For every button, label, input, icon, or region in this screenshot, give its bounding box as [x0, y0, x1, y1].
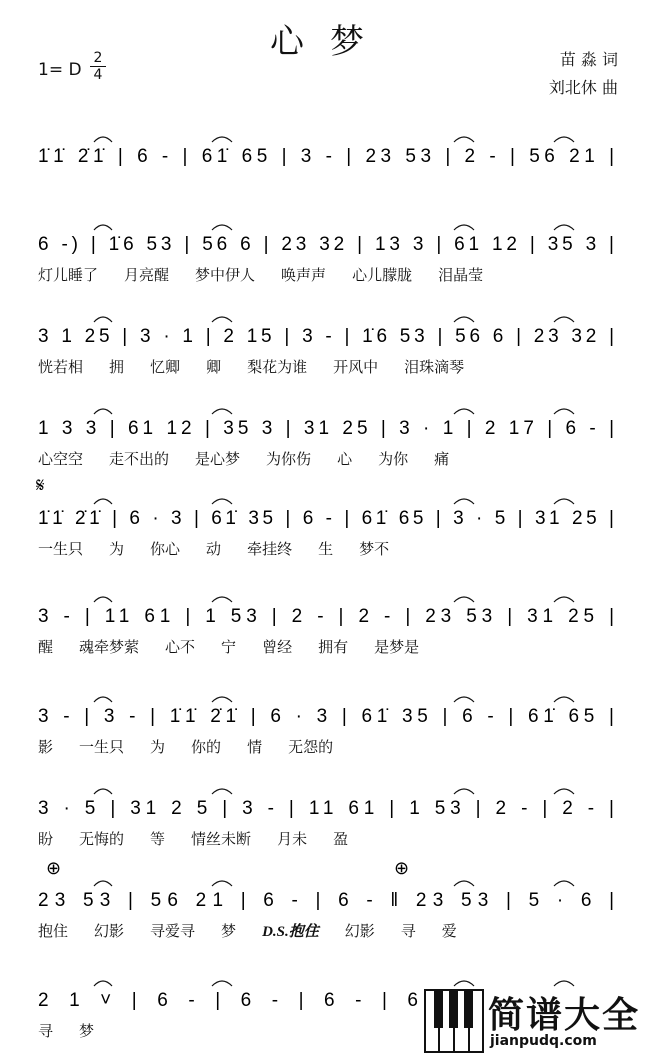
- lyric-line: [38, 636, 445, 657]
- slur-mark: [94, 225, 112, 230]
- lyric-word: 一生只: [79, 738, 125, 756]
- notation-text: 1 3 3 | 61 12 | 35 3 | 31 25 | 3 · 1 | 2 17 | 6 - |: [38, 418, 615, 439]
- slur-mark: [212, 697, 232, 702]
- credits: [549, 46, 618, 102]
- slur-mark: [454, 225, 474, 230]
- lyric-word: 灯儿睡了: [38, 266, 99, 284]
- notation-text: 6 -) | 1̇6 53 | 56 6 | 23 32 | 13 3 | 61 12 | 35 3 |: [38, 234, 614, 255]
- slur-mark: [454, 317, 474, 322]
- lyric-line: [38, 828, 374, 849]
- lyric-word: 走不出的: [109, 450, 170, 468]
- slur-mark: [454, 697, 474, 702]
- slur-mark: [554, 697, 574, 702]
- lyric-word: 拥: [109, 358, 125, 376]
- lyric-word: 无怨的: [288, 738, 334, 756]
- slur-mark: [454, 597, 474, 602]
- lyric-word: 为: [150, 738, 166, 756]
- lyric-line: [38, 264, 509, 285]
- notation-line: [0, 392, 660, 452]
- slur-mark: [212, 225, 232, 230]
- score-row: [0, 392, 660, 488]
- notation-line: [0, 475, 660, 542]
- lyric-word: 卿: [206, 358, 222, 376]
- slur-mark: [454, 499, 474, 504]
- coda-icon: ⊕: [394, 858, 410, 878]
- score-row: [0, 580, 660, 676]
- lyric-word: 牵挂终: [247, 540, 293, 558]
- lyric-word: 泪珠滴琴: [404, 358, 465, 376]
- slur-mark: [212, 499, 232, 504]
- score-row: [0, 120, 660, 216]
- slur-mark: [554, 499, 574, 504]
- notation-text: 3 1 25 | 3 · 1 | 2 15 | 3 - | 1̇6 53 | 56 6 | 23 32 |: [38, 326, 614, 347]
- slur-mark: [94, 317, 112, 322]
- lyric-word: 拥有: [318, 638, 349, 656]
- slur-mark: [94, 409, 112, 414]
- coda-icon: ⊕: [46, 858, 62, 878]
- piano-icon: [424, 989, 484, 1053]
- lyric-word: 寻爱寻: [150, 922, 196, 940]
- song-title: 心梦: [270, 22, 390, 62]
- lyric-word: 爱: [441, 922, 457, 940]
- lyric-line: [38, 538, 415, 559]
- slur-mark: [94, 881, 112, 886]
- key-signature: 1= D: [38, 60, 82, 80]
- notation-text: 23 53 | 56 21 | 6 - | 6 - ‖ 23 53 | 5 · 6 |: [38, 890, 615, 911]
- slur-mark: [554, 881, 574, 886]
- slur-mark: [212, 597, 232, 602]
- slur-mark: [554, 225, 574, 230]
- lyric-word: 情: [247, 738, 263, 756]
- lyric-word: 是梦是: [374, 638, 420, 656]
- lyric-word: 魂牵梦萦: [79, 638, 140, 656]
- slur-mark: [212, 881, 232, 886]
- lyric-word: 开风中: [333, 358, 379, 376]
- lyric-word: 为: [109, 540, 125, 558]
- slur-mark: [94, 697, 112, 702]
- lyricist: 苗 淼 词: [559, 50, 618, 69]
- slur-mark: [454, 881, 474, 886]
- lyric-line: [38, 1020, 120, 1041]
- slur-mark: [554, 597, 574, 602]
- lyric-word: 你心: [150, 540, 181, 558]
- lyric-word: 梦中伊人: [195, 266, 256, 284]
- lyric-word: 梨花为谁: [247, 358, 308, 376]
- slur-mark: [212, 789, 232, 794]
- slur-mark: [554, 409, 574, 414]
- lyric-word: 影: [38, 738, 54, 756]
- notation-line: [0, 120, 660, 180]
- slur-mark: [94, 137, 112, 142]
- time-signature: [90, 50, 106, 83]
- score-row: [0, 772, 660, 868]
- slur-mark: [212, 137, 232, 142]
- segno-icon: 𝄋: [36, 475, 45, 497]
- lyric-word: 月未: [277, 830, 308, 848]
- slur-mark: [554, 317, 574, 322]
- lyric-word: 唤声声: [281, 266, 327, 284]
- lyric-word: 幻影: [94, 922, 125, 940]
- score-row: [0, 208, 660, 304]
- slur-mark: [212, 317, 232, 322]
- lyric-word: 是心梦: [195, 450, 241, 468]
- lyric-word: 曾经: [262, 638, 293, 656]
- lyric-word: 梦: [79, 1022, 95, 1040]
- lyric-word: 心不: [165, 638, 196, 656]
- notation-line: [0, 858, 660, 924]
- lyric-word: 痛: [434, 450, 450, 468]
- slur-mark: [94, 789, 112, 794]
- lyric-word: 梦: [221, 922, 237, 940]
- meter-denominator: 4: [90, 66, 106, 83]
- notation-line: [0, 772, 660, 832]
- notation-line: [0, 680, 660, 740]
- meter-numerator: 2: [93, 50, 103, 66]
- lyric-word: 幻影: [344, 922, 375, 940]
- lyric-word: 宁: [221, 638, 237, 656]
- lyric-word: 醒: [38, 638, 54, 656]
- slur-mark: [554, 981, 574, 986]
- slur-mark: [94, 499, 112, 504]
- lyric-line: [38, 736, 359, 757]
- slur-mark: [554, 137, 574, 142]
- lyric-line: [38, 920, 483, 941]
- lyric-word: 等: [150, 830, 166, 848]
- slur-mark: [454, 981, 474, 986]
- lyric-word: 泪晶莹: [438, 266, 484, 284]
- composer: 刘北休 曲: [548, 78, 618, 97]
- score-row: [0, 858, 660, 960]
- notation-line: [0, 580, 660, 640]
- lyric-line: [38, 448, 475, 469]
- lyric-word: 为你伤: [266, 450, 312, 468]
- lyric-word: 恍若相: [38, 358, 84, 376]
- lyric-word: 生: [318, 540, 334, 558]
- site-logo: [424, 987, 654, 1057]
- lyric-word: 一生只: [38, 540, 84, 558]
- logo-url: jianpudq.com: [490, 1033, 597, 1049]
- score-row: [0, 680, 660, 776]
- score-row: [0, 300, 660, 396]
- notation-text: 1̇1̇ 2̇1̇ | 6 - | 61̇ 65 | 3 - | 23 53 | 2 - | 56 21 |: [38, 146, 615, 167]
- slur-mark: [212, 981, 232, 986]
- notation-line: [0, 300, 660, 360]
- lyric-line: [38, 356, 490, 377]
- lyric-word: 梦不: [359, 540, 390, 558]
- logo-name: 简谱大全: [488, 995, 641, 1036]
- lyric-word: 心空空: [38, 450, 84, 468]
- score-row: [0, 475, 660, 578]
- notation-text: 3 - | 3 - | 1̇1̇ 2̇1̇ | 6 · 3 | 61̇ 35 | 6 - | 61̇ 65 |: [38, 706, 614, 727]
- slur-mark: [454, 409, 474, 414]
- lyric-word: 情丝未断: [191, 830, 252, 848]
- lyric-word: 为你: [378, 450, 409, 468]
- lyric-word: 寻: [38, 1022, 54, 1040]
- lyric-word: 动: [206, 540, 222, 558]
- lyric-word: 盈: [333, 830, 349, 848]
- lyric-word: 月亮醒: [124, 266, 170, 284]
- slur-mark: [454, 789, 474, 794]
- lyric-word: 忆卿: [150, 358, 181, 376]
- slur-mark: [212, 409, 232, 414]
- slur-mark: [554, 789, 574, 794]
- notation-text: 3 - | 11 61 | 1 53 | 2 - | 2 - | 23 53 | 31 25 |: [38, 606, 615, 627]
- lyric-word: D.S.抱住: [262, 924, 319, 940]
- lyric-word: 你的: [191, 738, 222, 756]
- slur-mark: [94, 981, 112, 986]
- slur-mark: [94, 597, 112, 602]
- slur-mark: [454, 137, 474, 142]
- lyric-word: 盼: [38, 830, 54, 848]
- lyric-word: 心: [337, 450, 353, 468]
- notation-text: 1̇1̇ 2̇1̇ | 6 · 3 | 61̇ 35 | 6 - | 61̇ 65 | 3 · 5 | 31 25 |: [38, 508, 614, 529]
- notation-text: 3 · 5 | 31 2 5 | 3 - | 11 61 | 1 53 | 2 - | 2 - |: [38, 798, 614, 819]
- notation-text: 2 1 ˅ | 6 - | 6 - | 6 - | 6: [38, 990, 419, 1011]
- lyric-word: 心儿朦胧: [352, 266, 413, 284]
- lyric-word: 寻: [400, 922, 416, 940]
- notation-line: [0, 208, 660, 268]
- lyric-word: 抱住: [38, 922, 69, 940]
- lyric-word: 无悔的: [79, 830, 125, 848]
